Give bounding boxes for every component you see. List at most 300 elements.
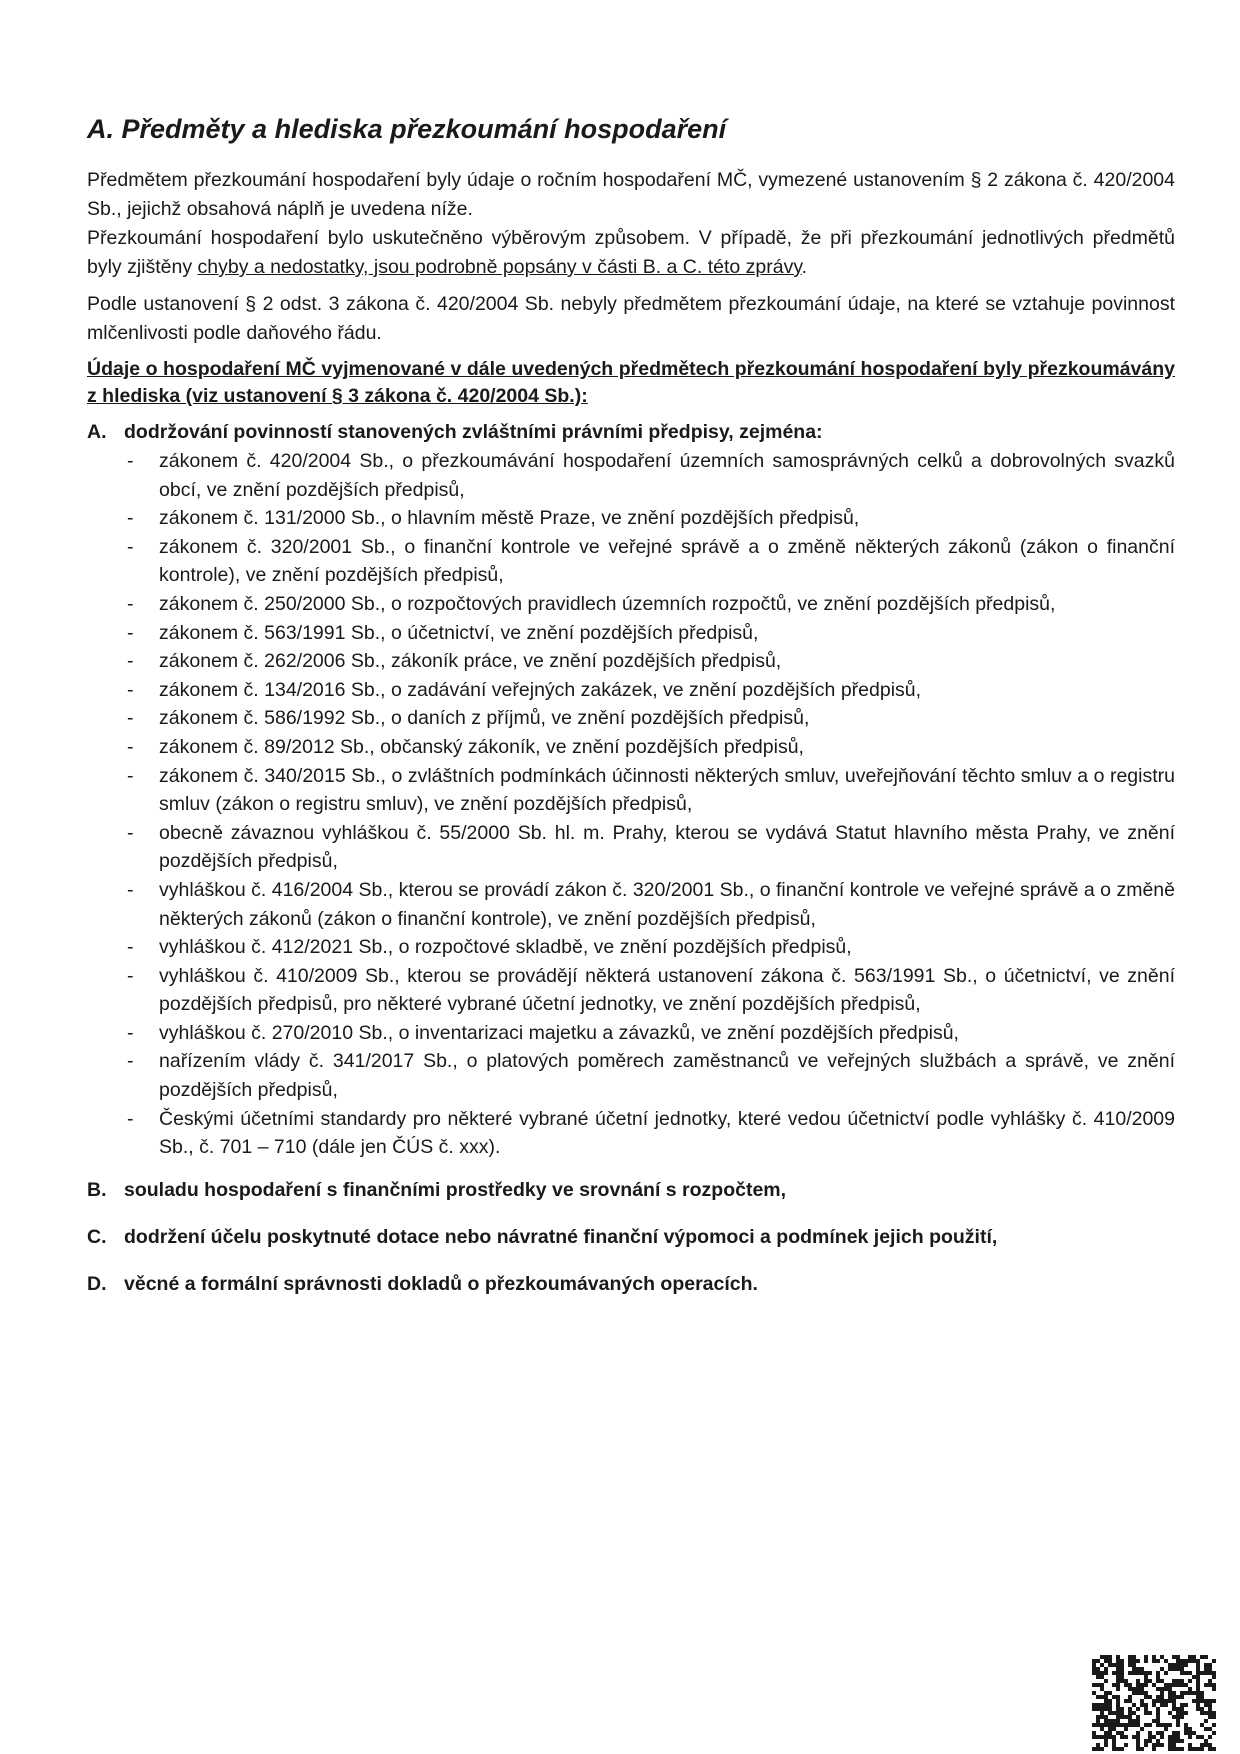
qr-module — [1200, 1671, 1204, 1675]
qr-module — [1188, 1731, 1192, 1735]
qr-module — [1108, 1719, 1112, 1723]
dash-bullet: - — [127, 735, 134, 758]
qr-module — [1180, 1691, 1184, 1695]
qr-module — [1116, 1723, 1120, 1727]
qr-module — [1124, 1699, 1128, 1703]
qr-module — [1136, 1715, 1140, 1719]
qr-module — [1168, 1687, 1172, 1691]
qr-module — [1208, 1727, 1212, 1731]
qr-module — [1208, 1671, 1212, 1675]
qr-module — [1200, 1699, 1204, 1703]
qr-module — [1104, 1715, 1108, 1719]
qr-module — [1204, 1683, 1208, 1687]
qr-module — [1168, 1747, 1172, 1751]
qr-module — [1116, 1667, 1120, 1671]
qr-module — [1200, 1743, 1204, 1747]
intro-paragraph-1: Předmětem přezkoumání hospodaření byly údaje o ročním hospodaření MČ, vymezené ustanovením § 2 zákona č. 420/2004 Sb., jejichž obsahová náplň je uvedena níže. — [87, 169, 1175, 220]
qr-module — [1208, 1699, 1212, 1703]
qr-module — [1132, 1719, 1136, 1723]
qr-module — [1108, 1663, 1112, 1667]
qr-module — [1164, 1727, 1168, 1731]
intro-paragraph-2-end: . — [801, 256, 808, 278]
qr-module — [1176, 1695, 1180, 1699]
qr-module — [1196, 1667, 1200, 1671]
qr-module — [1140, 1683, 1144, 1687]
qr-module — [1196, 1675, 1200, 1679]
qr-module — [1148, 1739, 1152, 1743]
section-letter: A. — [87, 421, 107, 443]
qr-module — [1136, 1659, 1140, 1663]
qr-module — [1120, 1747, 1124, 1751]
qr-module — [1112, 1727, 1116, 1731]
qr-module — [1108, 1655, 1112, 1659]
qr-module — [1208, 1667, 1212, 1671]
list-item-text: zákonem č. 586/1992 Sb., o daních z příjmů, ve znění pozdějších předpisů, — [159, 707, 810, 730]
qr-module — [1176, 1719, 1180, 1723]
qr-module — [1136, 1687, 1140, 1691]
qr-module — [1128, 1663, 1132, 1667]
qr-module — [1124, 1723, 1128, 1727]
dash-bullet: - — [127, 535, 134, 558]
qr-module — [1112, 1723, 1116, 1727]
qr-module — [1204, 1719, 1208, 1723]
qr-module — [1124, 1743, 1128, 1747]
qr-module — [1212, 1731, 1216, 1735]
qr-module — [1136, 1707, 1140, 1711]
qr-module — [1104, 1743, 1108, 1747]
qr-module — [1208, 1735, 1212, 1739]
qr-module — [1212, 1683, 1216, 1687]
qr-module — [1160, 1687, 1164, 1691]
qr-module — [1184, 1703, 1188, 1707]
qr-module — [1140, 1671, 1144, 1675]
qr-module — [1168, 1743, 1172, 1747]
list-item — [127, 762, 1175, 819]
qr-module — [1208, 1707, 1212, 1711]
qr-module — [1156, 1715, 1160, 1719]
qr-module — [1136, 1743, 1140, 1747]
qr-module — [1168, 1695, 1172, 1699]
qr-module — [1176, 1747, 1180, 1751]
qr-module — [1108, 1699, 1112, 1703]
dash-bullet: - — [127, 764, 134, 787]
qr-module — [1196, 1683, 1200, 1687]
qr-module — [1212, 1659, 1216, 1663]
qr-module — [1112, 1739, 1116, 1743]
qr-module — [1196, 1699, 1200, 1703]
qr-module — [1152, 1655, 1156, 1659]
qr-module — [1200, 1723, 1204, 1727]
qr-module — [1104, 1735, 1108, 1739]
qr-module — [1112, 1671, 1116, 1675]
qr-module — [1148, 1731, 1152, 1735]
section-text: dodržení účelu poskytnuté dotace nebo návratné finanční výpomoci a podmínek jejich použití, — [124, 1225, 998, 1248]
qr-module — [1136, 1691, 1140, 1695]
qr-module — [1192, 1747, 1196, 1751]
qr-module — [1124, 1679, 1128, 1683]
qr-module — [1152, 1659, 1156, 1663]
qr-module — [1160, 1679, 1164, 1683]
qr-module — [1128, 1707, 1132, 1711]
qr-module — [1172, 1735, 1176, 1739]
section-letter: C. — [87, 1225, 107, 1248]
qr-module — [1108, 1735, 1112, 1739]
qr-module — [1160, 1691, 1164, 1695]
qr-module — [1160, 1699, 1164, 1703]
qr-module — [1128, 1683, 1132, 1687]
qr-module — [1116, 1655, 1120, 1659]
list-item — [127, 704, 1175, 733]
intro-paragraph-2-underlined: chyby a nedostatky, jsou podrobně popsány v části B. a C. této zprávy — [197, 256, 802, 278]
list-item — [127, 733, 1175, 762]
qr-module — [1128, 1711, 1132, 1715]
qr-module — [1128, 1719, 1132, 1723]
qr-module — [1108, 1727, 1112, 1731]
qr-module — [1172, 1731, 1176, 1735]
qr-module — [1092, 1707, 1096, 1711]
qr-module — [1188, 1679, 1192, 1683]
qr-module — [1132, 1659, 1136, 1663]
qr-module — [1136, 1671, 1140, 1675]
qr-module — [1148, 1679, 1152, 1683]
qr-module — [1112, 1735, 1116, 1739]
qr-module — [1156, 1731, 1160, 1735]
qr-module — [1096, 1675, 1100, 1679]
qr-module — [1104, 1731, 1108, 1735]
qr-module — [1192, 1655, 1196, 1659]
qr-module — [1096, 1719, 1100, 1723]
qr-module — [1120, 1679, 1124, 1683]
list-item-text: zákonem č. 563/1991 Sb., o účetnictví, ve znění pozdějších předpisů, — [159, 621, 759, 644]
list-item — [127, 1019, 1175, 1048]
qr-module — [1156, 1719, 1160, 1723]
qr-module — [1092, 1683, 1096, 1687]
qr-module — [1124, 1715, 1128, 1719]
qr-module — [1168, 1663, 1172, 1667]
list-item-text: zákonem č. 250/2000 Sb., o rozpočtových pravidlech územních rozpočtů, ve znění pozdějších předpisů, — [159, 592, 1056, 615]
qr-code-icon — [1092, 1655, 1217, 1754]
qr-module — [1128, 1687, 1132, 1691]
qr-module — [1200, 1735, 1204, 1739]
qr-module — [1104, 1695, 1108, 1699]
qr-module — [1148, 1735, 1152, 1739]
qr-module — [1104, 1723, 1108, 1727]
qr-module — [1180, 1707, 1184, 1711]
list-item — [127, 619, 1175, 648]
qr-module — [1160, 1667, 1164, 1671]
qr-module — [1176, 1731, 1180, 1735]
qr-module — [1212, 1711, 1216, 1715]
qr-module — [1100, 1711, 1104, 1715]
qr-module — [1092, 1723, 1096, 1727]
qr-module — [1204, 1711, 1208, 1715]
qr-module — [1144, 1675, 1148, 1679]
qr-module — [1196, 1747, 1200, 1751]
qr-module — [1100, 1687, 1104, 1691]
qr-module — [1156, 1739, 1160, 1743]
qr-module — [1112, 1719, 1116, 1723]
qr-module — [1132, 1723, 1136, 1727]
qr-module — [1196, 1691, 1200, 1695]
qr-module — [1112, 1747, 1116, 1751]
qr-module — [1096, 1703, 1100, 1707]
qr-module — [1180, 1667, 1184, 1671]
section-letter: B. — [87, 1178, 107, 1201]
qr-module — [1172, 1739, 1176, 1743]
list-item — [127, 876, 1175, 933]
qr-module — [1172, 1715, 1176, 1719]
qr-module — [1116, 1707, 1120, 1711]
qr-module — [1132, 1691, 1136, 1695]
qr-module — [1160, 1743, 1164, 1747]
qr-module — [1168, 1699, 1172, 1703]
qr-module — [1164, 1659, 1168, 1663]
qr-module — [1196, 1663, 1200, 1667]
qr-module — [1104, 1679, 1108, 1683]
qr-module — [1144, 1655, 1148, 1659]
qr-module — [1156, 1659, 1160, 1663]
qr-module — [1156, 1707, 1160, 1711]
qr-module — [1136, 1731, 1140, 1735]
qr-module — [1160, 1731, 1164, 1735]
qr-module — [1152, 1699, 1156, 1703]
dash-bullet: - — [127, 936, 134, 959]
qr-module — [1196, 1671, 1200, 1675]
qr-module — [1184, 1723, 1188, 1727]
qr-module — [1208, 1715, 1212, 1719]
list-item-text: vyhláškou č. 270/2010 Sb., o inventarizaci majetku a závazků, ve znění pozdějších předpisů, — [159, 1021, 959, 1044]
qr-module — [1132, 1703, 1136, 1707]
qr-module — [1188, 1735, 1192, 1739]
qr-module — [1136, 1735, 1140, 1739]
qr-module — [1136, 1739, 1140, 1743]
qr-module — [1136, 1747, 1140, 1751]
qr-module — [1192, 1659, 1196, 1663]
document-page — [87, 112, 1175, 1299]
qr-module — [1208, 1683, 1212, 1687]
qr-module — [1176, 1655, 1180, 1659]
section-c — [87, 1223, 1175, 1252]
qr-module — [1148, 1695, 1152, 1699]
qr-module — [1120, 1707, 1124, 1711]
dash-bullet: - — [127, 821, 134, 844]
qr-module — [1092, 1735, 1096, 1739]
list-item — [127, 447, 1175, 504]
list-item — [127, 676, 1175, 705]
list-item-text: vyhláškou č. 416/2004 Sb., kterou se provádí zákon č. 320/2001 Sb., o finanční kontrole ve veřejné správě a o změně některých zákonů (zákon o finanční kontrole), ve znění pozdějších předpisů, — [159, 878, 1175, 930]
qr-module — [1120, 1715, 1124, 1719]
qr-module — [1204, 1699, 1208, 1703]
qr-module — [1204, 1727, 1208, 1731]
qr-module — [1096, 1723, 1100, 1727]
qr-module — [1128, 1715, 1132, 1719]
dash-bullet: - — [127, 621, 134, 644]
qr-module — [1168, 1691, 1172, 1695]
qr-module — [1120, 1675, 1124, 1679]
qr-module — [1184, 1663, 1188, 1667]
page-title: A. Předměty a hlediska přezkoumání hospodaření — [87, 114, 727, 144]
qr-module — [1196, 1735, 1200, 1739]
subheading: Údaje o hospodaření MČ vyjmenované v dále uvedených předmětech přezkoumání hospodaření byly přezkoumávány z hlediska (viz ustanovení § 3 zákona č. 420/2004 Sb.): — [87, 358, 1175, 407]
qr-module — [1196, 1703, 1200, 1707]
qr-module — [1100, 1735, 1104, 1739]
qr-module — [1180, 1695, 1184, 1699]
qr-module — [1160, 1655, 1164, 1659]
qr-module — [1116, 1679, 1120, 1683]
qr-module — [1120, 1735, 1124, 1739]
qr-module — [1096, 1667, 1100, 1671]
qr-module — [1168, 1683, 1172, 1687]
qr-module — [1176, 1667, 1180, 1671]
qr-module — [1156, 1711, 1160, 1715]
qr-module — [1204, 1743, 1208, 1747]
qr-module — [1172, 1747, 1176, 1751]
qr-module — [1120, 1671, 1124, 1675]
qr-module — [1156, 1679, 1160, 1683]
qr-module — [1188, 1727, 1192, 1731]
qr-module — [1120, 1667, 1124, 1671]
qr-module — [1104, 1667, 1108, 1671]
qr-module — [1180, 1747, 1184, 1751]
dash-bullet: - — [127, 1021, 134, 1044]
qr-module — [1096, 1715, 1100, 1719]
qr-module — [1192, 1731, 1196, 1735]
qr-module — [1124, 1683, 1128, 1687]
list-item-text: obecně závaznou vyhláškou č. 55/2000 Sb. hl. m. Prahy, kterou se vydává Statut hlavního města Prahy, ve znění pozdějších předpisů, — [159, 821, 1175, 873]
qr-module — [1208, 1663, 1212, 1667]
qr-module — [1180, 1671, 1184, 1675]
qr-module — [1136, 1679, 1140, 1683]
qr-module — [1136, 1683, 1140, 1687]
qr-module — [1092, 1731, 1096, 1735]
qr-module — [1100, 1683, 1104, 1687]
qr-module — [1172, 1655, 1176, 1659]
qr-module — [1128, 1699, 1132, 1703]
laws-list — [87, 447, 1175, 1162]
qr-module — [1176, 1663, 1180, 1667]
qr-module — [1116, 1719, 1120, 1723]
qr-module — [1108, 1731, 1112, 1735]
qr-module — [1180, 1663, 1184, 1667]
qr-module — [1092, 1663, 1096, 1667]
qr-module — [1112, 1683, 1116, 1687]
qr-module — [1112, 1663, 1116, 1667]
qr-module — [1156, 1723, 1160, 1727]
qr-module — [1156, 1671, 1160, 1675]
qr-module — [1212, 1715, 1216, 1719]
qr-module — [1096, 1683, 1100, 1687]
qr-module — [1108, 1691, 1112, 1695]
qr-module — [1180, 1739, 1184, 1743]
qr-module — [1132, 1671, 1136, 1675]
qr-module — [1168, 1723, 1172, 1727]
qr-module — [1176, 1679, 1180, 1683]
qr-module — [1156, 1699, 1160, 1703]
qr-module — [1204, 1703, 1208, 1707]
qr-module — [1120, 1731, 1124, 1735]
qr-module — [1180, 1659, 1184, 1663]
qr-module — [1168, 1735, 1172, 1739]
qr-module — [1104, 1659, 1108, 1663]
qr-module — [1100, 1703, 1104, 1707]
qr-module — [1172, 1667, 1176, 1671]
qr-module — [1176, 1683, 1180, 1687]
qr-module — [1172, 1707, 1176, 1711]
section-d — [87, 1270, 1175, 1299]
qr-module — [1132, 1667, 1136, 1671]
qr-module — [1176, 1707, 1180, 1711]
qr-module — [1204, 1671, 1208, 1675]
qr-module — [1116, 1703, 1120, 1707]
qr-module — [1128, 1671, 1132, 1675]
qr-module — [1188, 1659, 1192, 1663]
list-item-text: zákonem č. 262/2006 Sb., zákoník práce, ve znění pozdějších předpisů, — [159, 650, 782, 673]
dash-bullet: - — [127, 707, 134, 730]
qr-module — [1192, 1675, 1196, 1679]
qr-module — [1100, 1715, 1104, 1719]
qr-module — [1148, 1671, 1152, 1675]
qr-module — [1172, 1743, 1176, 1747]
list-item — [127, 647, 1175, 676]
qr-module — [1200, 1707, 1204, 1711]
section-b — [87, 1176, 1175, 1205]
qr-module — [1140, 1687, 1144, 1691]
qr-module — [1152, 1743, 1156, 1747]
qr-module — [1156, 1675, 1160, 1679]
qr-module — [1152, 1683, 1156, 1687]
qr-module — [1196, 1695, 1200, 1699]
qr-module — [1160, 1695, 1164, 1699]
qr-module — [1108, 1707, 1112, 1711]
section-letter: D. — [87, 1272, 107, 1295]
qr-module — [1132, 1711, 1136, 1715]
qr-module — [1152, 1719, 1156, 1723]
list-item — [127, 1047, 1175, 1104]
qr-module — [1144, 1683, 1148, 1687]
qr-module — [1152, 1735, 1156, 1739]
qr-module — [1140, 1747, 1144, 1751]
qr-module — [1092, 1667, 1096, 1671]
list-item-text: zákonem č. 320/2001 Sb., o finanční kontrole ve veřejné správě a o změně některých zákonů (zákon o finanční kontrole), ve znění pozdějších předpisů, — [159, 535, 1175, 587]
qr-module — [1128, 1695, 1132, 1699]
qr-module — [1100, 1747, 1104, 1751]
qr-module — [1212, 1675, 1216, 1679]
qr-module — [1116, 1675, 1120, 1679]
qr-module — [1108, 1703, 1112, 1707]
qr-module — [1184, 1671, 1188, 1675]
qr-module — [1188, 1687, 1192, 1691]
qr-module — [1140, 1699, 1144, 1703]
qr-module — [1184, 1731, 1188, 1735]
qr-module — [1200, 1711, 1204, 1715]
qr-module — [1144, 1739, 1148, 1743]
qr-module — [1132, 1687, 1136, 1691]
qr-module — [1212, 1699, 1216, 1703]
qr-module — [1204, 1667, 1208, 1671]
dash-bullet: - — [127, 592, 134, 615]
qr-module — [1172, 1699, 1176, 1703]
qr-module — [1112, 1743, 1116, 1747]
qr-module — [1104, 1671, 1108, 1675]
qr-module — [1180, 1715, 1184, 1719]
dash-bullet: - — [127, 1107, 134, 1130]
qr-module — [1096, 1659, 1100, 1663]
qr-module — [1116, 1747, 1120, 1751]
list-item-text: Českými účetními standardy pro některé vybrané účetní jednotky, které vedou účetnictví podle vyhlášky č. 410/2009 Sb., č. 701 – 710 (dále jen ČÚS č. xxx). — [159, 1107, 1175, 1159]
qr-module — [1144, 1679, 1148, 1683]
qr-module — [1176, 1735, 1180, 1739]
dash-bullet: - — [127, 1050, 134, 1073]
